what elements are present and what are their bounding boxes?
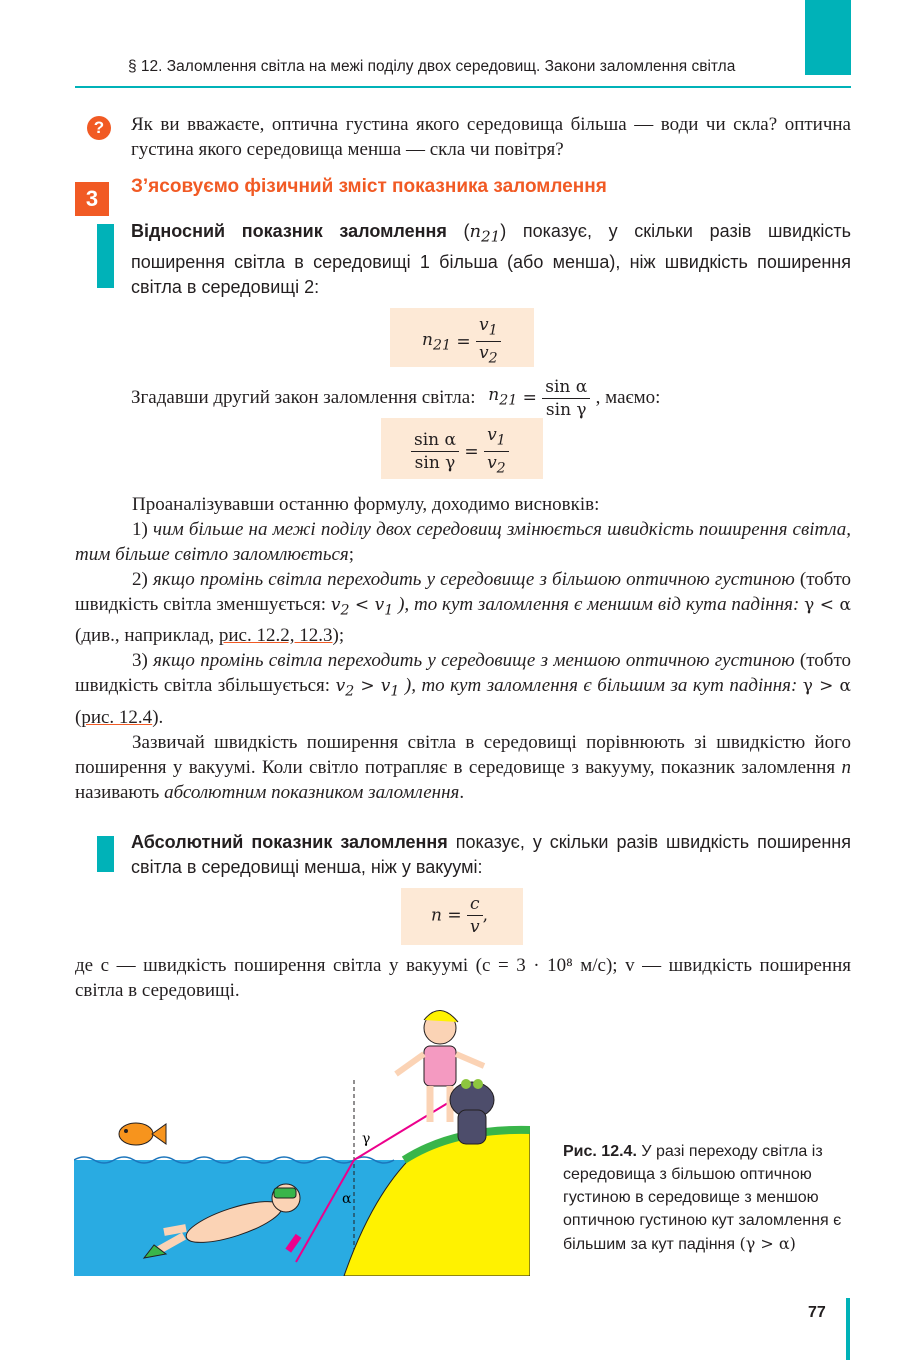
top-accent-bar [805, 0, 851, 75]
definition-term: Відносний показник заломлення [131, 221, 447, 241]
definition-relative: Відносний показник заломлення $(n_{21})$ показує, у скільки разів швидкість поширення світла в середовищі 1 більша (або менша), ніж швидкість поширення світла в середовищі 2: [131, 221, 852, 297]
n21-symbol: $n_{21}$ [469, 221, 501, 246]
velocity-fraction: $\frac{v_1}{v_2}$ [476, 314, 501, 370]
definition-marker [97, 224, 114, 288]
formula-sine-velocity: $\frac{\text{sin α}}{\text{sin γ}}$ = $\frac{v_1}{v_2}$ [381, 418, 543, 479]
header-rule [75, 86, 851, 88]
question-icon: ? [87, 116, 111, 140]
gamma-label: γ [362, 1131, 371, 1147]
conclusion-2: 2) якщо промінь світла переходить у середовище з більшою оптичною густиною (тобто швидкість світла зменшується: $v_2 < v_1$ ), то кут заломлення є меншим від кута падіння: γ < α (див., наприклад, рис. 12.2, 12.3); [75, 569, 852, 647]
formula-lhs: $n_{21}$ [422, 330, 451, 354]
formula-absolute: n = $\frac{c}{v}$ , [401, 888, 523, 945]
figure-caption: Рис. 12.4. У разі переходу світла із середовища з більшою оптичною густиною в середовище з меншою оптичною густиною кут заломлення є більшим за кут падіння (γ > α) [563, 1143, 842, 1253]
section-title: З’ясовуємо фізичний зміст показника заломлення [131, 176, 607, 197]
conclusions-intro: Проаналізувавши останню формулу, доходимо висновків: [132, 494, 600, 515]
recall-text: Згадавши другий закон заломлення світла: [131, 387, 476, 408]
sine-fraction: $\frac{\text{sin α}}{\text{sin γ}}$ [542, 376, 590, 421]
formula-n21-velocity: $n_{21}$ = $\frac{v_1}{v_2}$ [390, 308, 534, 367]
alpha-label: α [342, 1191, 352, 1207]
conclusions [75, 492, 851, 805]
question-text: Як ви вважаєте, оптична густина якого середовища більша — води чи скла? оптична густина якого середовища менша — скла чи повітря? [131, 114, 851, 160]
recall-line: Згадавши другий закон заломлення світла: $n_{21}$ = $\frac{\text{sin α}}{\text{sin γ}}$ , маємо: [131, 377, 661, 420]
conclusion-1: 1) чим більше на межі поділу двох середовищ змінюється швидкість поширення світла, тим більше світло заломлюється; [75, 519, 852, 565]
where-text: де c — швидкість поширення світла у вакуумі (c = 3 · 10⁸ м/с); v — швидкість поширення світла в середовищі. [75, 955, 851, 1001]
definition-absolute: Абсолютний показник заломлення показує, у скільки разів швидкість поширення світла в середовищі менша, ніж у вакуумі: [131, 832, 851, 877]
vacuum-paragraph: Зазвичай швидкість поширення світла в середовищі порівнюють зі швидкістю його поширення у вакуумі. Коли світло потрапляє в середовище з вакууму, показник заломлення n називають абсолютним показником заломлення. [75, 731, 851, 803]
c-over-v: $\frac{c}{v}$ [467, 893, 483, 938]
definition-marker-2 [97, 836, 114, 872]
velocity-ratio: $\frac{v_1}{v_2}$ [484, 424, 509, 480]
figure-12-4 [74, 1000, 530, 1276]
sine-ratio: $\frac{\text{sin α}}{\text{sin γ}}$ [411, 429, 459, 474]
running-header: § 12. Заломлення світла на межі поділу двох середовищ. Закони заломлення світла [128, 58, 736, 75]
figure-link-12-4[interactable]: рис. 12.4 [81, 706, 153, 728]
section-number: 3 [75, 182, 109, 216]
fish-icon [119, 1123, 166, 1145]
figure-link-12-2[interactable]: рис. 12.2, 12.3 [218, 625, 333, 647]
definition-text: показує, у скільки разів швидкість поширення світла в середовищі 1 більша (або менша), ніж швидкість поширення світла в середовищі 2: [131, 221, 852, 297]
conclusion-3: 3) якщо промінь світла переходить у середовище з меншою оптичною густиною (тобто швидкість світла збільшується: $v_2 > v_1$ ), то кут заломлення є більшим за кут падіння: γ > α (рис. 12.4). [75, 650, 852, 728]
page-number: 77 [808, 1304, 826, 1321]
page-accent-bar [846, 1298, 850, 1360]
